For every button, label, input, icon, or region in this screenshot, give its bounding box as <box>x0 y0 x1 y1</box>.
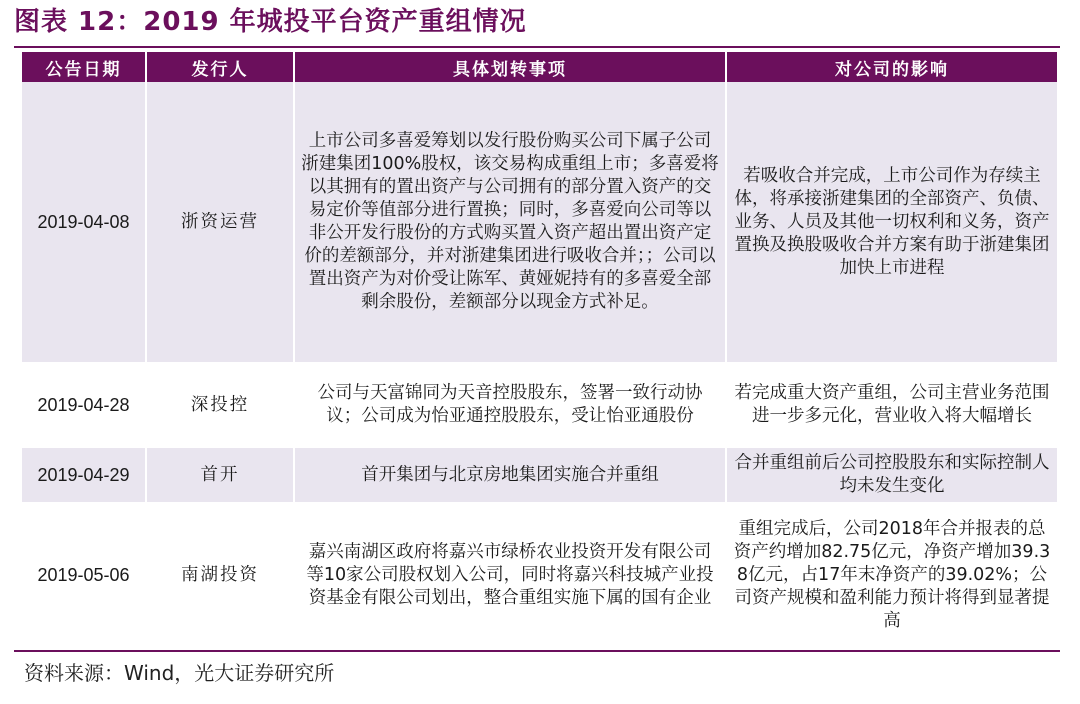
table-header-row <box>22 52 1057 82</box>
cell-impact: 合并重组前后公司控股股东和实际控制人均未发生变化 <box>726 447 1057 503</box>
restructuring-table <box>22 52 1057 649</box>
table-row <box>22 503 1057 648</box>
table-row <box>22 82 1057 363</box>
table-row <box>22 363 1057 447</box>
cell-date: 2019-04-28 <box>22 363 146 447</box>
header-impact: 对公司的影响 <box>726 52 1057 82</box>
table-row <box>22 447 1057 503</box>
source-note: 资料来源：Wind，光大证券研究所 <box>24 661 335 685</box>
top-rule <box>14 46 1060 48</box>
cell-impact: 若吸收合并完成，上市公司作为存续主体，将承接浙建集团的全部资产、负债、业务、人员及其他一切权利和义务，资产置换及换股吸收合并方案有助于浙建集团加快上市进程 <box>726 82 1057 363</box>
cell-issuer: 深投控 <box>146 363 294 447</box>
bottom-rule <box>14 650 1060 652</box>
cell-matter: 嘉兴南湖区政府将嘉兴市绿桥农业投资开发有限公司等10家公司股权划入公司，同时将嘉兴科技城产业投资基金有限公司划出，整合重组实施下属的国有企业 <box>294 503 726 648</box>
cell-matter: 首开集团与北京房地集团实施合并重组 <box>294 447 726 503</box>
cell-issuer: 南湖投资 <box>146 503 294 648</box>
cell-date: 2019-04-08 <box>22 82 146 363</box>
header-issuer: 发行人 <box>146 52 294 82</box>
cell-issuer: 浙资运营 <box>146 82 294 363</box>
figure-title: 图表 12：2019 年城投平台资产重组情况 <box>14 7 527 37</box>
cell-impact: 若完成重大资产重组，公司主营业务范围进一步多元化，营业收入将大幅增长 <box>726 363 1057 447</box>
cell-date: 2019-04-29 <box>22 447 146 503</box>
cell-matter: 上市公司多喜爱筹划以发行股份购买公司下属子公司浙建集团100%股权，该交易构成重组上市；多喜爱将以其拥有的置出资产与公司拥有的部分置入资产的交易定价等值部分进行置换；同时，多喜爱向公司等以非公开发行股份的方式购买置入资产超出置出资产定价的差额部分，并对浙建集团进行吸收合并；；公司以置出资产为对价受让陈军、黄娅妮持有的多喜爱全部剩余股份，差额部分以现金方式补足。 <box>294 82 726 363</box>
cell-matter: 公司与天富锦同为天音控股股东，签署一致行动协议；公司成为怡亚通控股股东，受让怡亚通股份 <box>294 363 726 447</box>
cell-issuer: 首开 <box>146 447 294 503</box>
header-matter: 具体划转事项 <box>294 52 726 82</box>
header-date: 公告日期 <box>22 52 146 82</box>
cell-impact: 重组完成后，公司2018年合并报表的总资产约增加82.75亿元，净资产增加39.38亿元，占17年末净资产的39.02%；公司资产规模和盈利能力预计将得到显著提高 <box>726 503 1057 648</box>
cell-date: 2019-05-06 <box>22 503 146 648</box>
